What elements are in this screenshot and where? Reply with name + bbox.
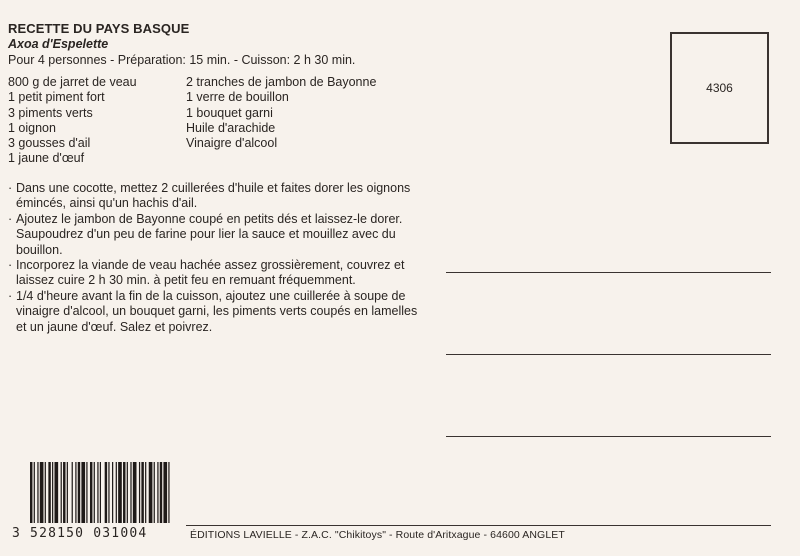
- step-text: Incorporez la viande de veau hachée assez grossièrement, couvrez et laissez cuire 2 h 30 min. à petit feu en remuant fréquemment.: [16, 258, 405, 288]
- recipe-name: Axoa d'Espelette: [8, 37, 109, 51]
- step-text: 1/4 d'heure avant la fin de la cuisson, ajoutez une cuillerée à soupe de vinaigre d'alcool, un bouquet garni, les piments verts coupés en lamelles et un jaune d'œuf. Salez et poivrez.: [16, 288, 418, 334]
- bullet-icon: ·: [8, 211, 13, 226]
- stamp-number: 4306: [706, 81, 733, 95]
- ingredient-item: 3 piments verts: [8, 105, 93, 120]
- recipe-steps: [8, 181, 428, 335]
- recipe-region-title: RECETTE DU PAYS BASQUE: [8, 21, 190, 36]
- address-line: [446, 272, 771, 273]
- recipe-step: [8, 258, 428, 289]
- ingredient-item: 1 verre de bouillon: [186, 90, 289, 105]
- bullet-icon: ·: [8, 258, 13, 273]
- bullet-icon: ·: [8, 288, 13, 303]
- ingredient-item: 2 tranches de jambon de Bayonne: [186, 75, 377, 89]
- address-line: [446, 354, 771, 355]
- recipe-meta: Pour 4 personnes - Préparation: 15 min. - Cuisson: 2 h 30 min.: [8, 53, 356, 67]
- ingredient-item: 1 oignon: [8, 120, 56, 135]
- recipe-step: [8, 212, 428, 258]
- ingredient-item: 1 petit piment fort: [8, 90, 105, 105]
- stamp-box: [670, 32, 769, 144]
- ingredient-item: Vinaigre d'alcool: [186, 136, 278, 151]
- barcode-icon: [30, 462, 172, 523]
- ingredient-item: 1 jaune d'œuf: [8, 151, 85, 166]
- address-line: [446, 436, 771, 437]
- ingredient-item: Huile d'arachide: [186, 120, 276, 135]
- step-text: Ajoutez le jambon de Bayonne coupé en petits dés et laissez-le dorer. Saupoudrez d'un peu de farine pour lier la sauce et mouillez avec du bouillon.: [16, 211, 403, 257]
- step-text: Dans une cocotte, mettez 2 cuillerées d'huile et faites dorer les oignons émincés, ainsi qu'un hachis d'ail.: [16, 181, 411, 211]
- ingredient-item: 3 gousses d'ail: [8, 136, 91, 151]
- barcode-number: 3 528150 031004: [12, 526, 148, 541]
- ingredients-left-column: [8, 75, 137, 167]
- recipe-step: [8, 181, 428, 212]
- ingredient-item: 1 bouquet garni: [186, 105, 273, 120]
- ingredients-right-column: [186, 75, 376, 151]
- publisher-address: ÉDITIONS LAVIELLE - Z.A.C. "Chikitoys" - Route d'Aritxague - 64600 ANGLET: [190, 529, 565, 541]
- bullet-icon: ·: [8, 181, 13, 195]
- recipe-step: [8, 289, 428, 335]
- footer-divider: [186, 525, 771, 526]
- ingredient-item: 800 g de jarret de veau: [8, 75, 137, 89]
